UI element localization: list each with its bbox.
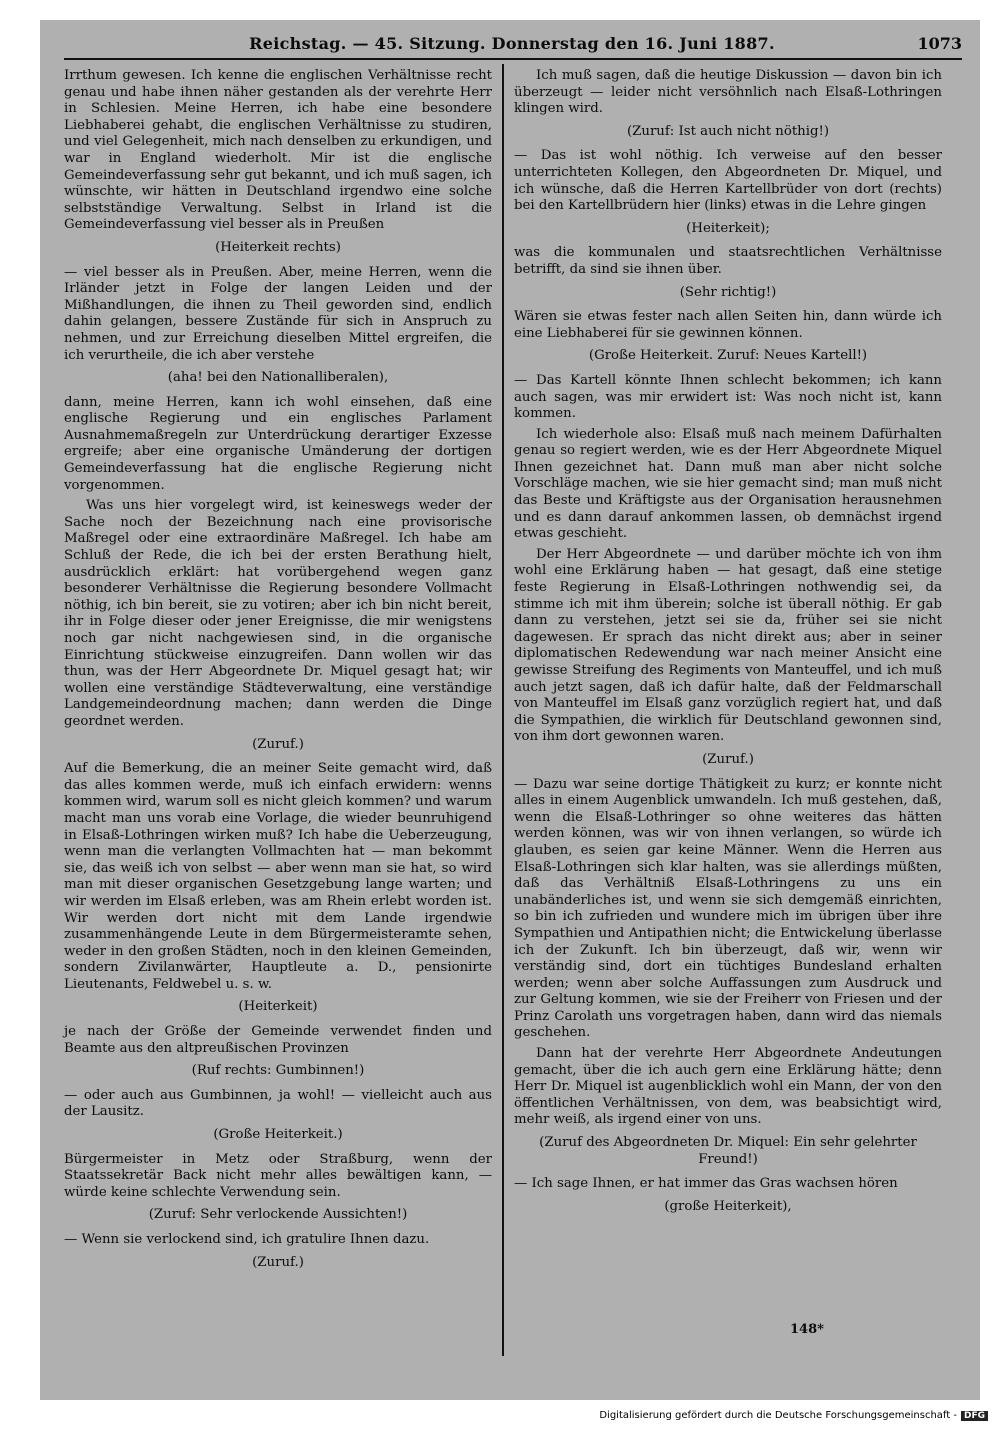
interjection: (Heiterkeit) [238, 999, 318, 1015]
paragraph: Wären sie etwas fester nach allen Seiten hin, dann würde ich eine Liebhaberei für sie gewinnen können. [514, 309, 942, 341]
paragraph: Auf die Bemerkung, die an meiner Seite gemacht wird, daß das alles kommen werde, muß ich einfach erwidern: wenns kommen wird, warum soll es nicht gleich kommen? und warum macht man uns vorab eine Vorlage, die wieder beunruhigend in Elsaß-Lothringen wirken muß? Ich habe die Ueberzeugung, wenn man die verlangten Vollmachten hat — man bekommt sie, das weiß ich von selbst — aber wenn man sie hat, so wird man mit dieser organischen Gesetzgebung lange warten; und wir werden im Elsaß erleben, was am Rhein erlebt worden ist. Wir werden dort nicht mit dem Lande irgendwie zusammenhängende Leute in dem Bürgermeisteramte sehen, weder in den großen Städten, noch in den kleinen Gemeinden, sondern Zivilanwärter, Hauptleute a. D., pensionirte Lieutenants, Feldwebel u. s. w. [64, 761, 492, 992]
paragraph: je nach der Größe der Gemeinde verwendet finden und Beamte aus den altpreußischen Provinzen [64, 1024, 492, 1056]
interjection: (Zuruf.) [252, 736, 304, 752]
right-column [514, 68, 942, 1223]
paragraph: dann, meine Herren, kann ich wohl einsehen, daß eine englische Regierung und ein englisches Parlament Ausnahmemaßregeln zur Unterdrückung derartiger Exzesse ergreife; aber eine organische Umänderung der dortigen Gemeindeverfassung hat die englische Regierung nicht vorgenommen. [64, 394, 492, 493]
header-rule [64, 58, 962, 60]
paragraph: — Dazu war seine dortige Thätigkeit zu kurz; er konnte nicht alles in einem Augenblick umwandeln. Ich muß gestehen, daß, wenn die Elsaß-Lothringer so ohne weiteres das hätten werden können, was wir von ihnen verlangen, so würde ich glauben, es seien gar keine Männer. Wenn die Herren aus Elsaß-Lothringen sich klar halten, was sie allerdings müßten, daß das Verhältniß Elsaß-Lothringens zu uns ein unabänderliches ist, und wenn sie sich demgemäß einrichten, so bin ich zufrieden und wundere mich im übrigen über ihre Sympathien und Antipathien nicht; die Entwickelung überlasse ich der Zukunft. Ich bin überzeugt, daß wir, wenn wir verständig sind, dort ein tüchtiges Bundesland erhalten werden; wenn aber solche Auffassungen zum Ausdruck und zur Geltung kommen, wie sie der Freiherr von Friesen und der Prinz Carolath uns vorgetragen haben, dann wird das niemals geschehen. [514, 776, 942, 1041]
paragraph: — Ich sage Ihnen, er hat immer das Gras wachsen hören [514, 1176, 898, 1192]
interjection: (Große Heiterkeit. Zuruf: Neues Kartell!) [588, 348, 868, 364]
paragraph: Irrthum gewesen. Ich kenne die englischen Verhältnisse recht genau und habe ihnen näher gestanden als der verehrte Herr in Schlesien. Meine Herren, ich habe eine besondere Liebhaberei gehabt, die englischen Verhältnisse zu studiren, und viel Gelegenheit, mich nach denselben zu erkundigen, und war in England wiederholt. Mir ist die englische Gemeindeverfassung sehr gut bekannt, und ich muß sagen, ich wünschte, wir hätten in Deutschland irgendwo eine solche selbstständige Verwaltung. Selbst in Irland ist die Gemeindeverfassung viel besser als in Preußen [64, 68, 492, 233]
interjection: (Zuruf: Ist auch nicht nöthig!) [626, 123, 830, 139]
interjection: (aha! bei den Nationalliberalen), [167, 370, 389, 386]
interjection: (Sehr richtig!) [679, 284, 777, 300]
interjection: (Große Heiterkeit.) [213, 1127, 343, 1143]
interjection: (Heiterkeit rechts) [215, 239, 341, 255]
interjection: (Zuruf.) [702, 751, 754, 767]
page-number: 1073 [917, 34, 962, 53]
dfg-logo: DFG [961, 1411, 988, 1421]
paragraph: was die kommunalen und staatsrechtlichen Verhältnisse betrifft, da sind sie ihnen über. [514, 245, 942, 277]
footer-text: Digitalisierung gefördert durch die Deutsche Forschungsgemeinschaft - [599, 1410, 957, 1421]
paragraph: Der Herr Abgeordnete — und darüber möchte ich von ihm wohl eine Erklärung haben — hat gesagt, daß eine stetige feste Regierung in Elsaß-Lothringen nothwendig sei, da stimme ich mit ihm überein; solche ist überall nöthig. Er gab dann zu verstehen, jetzt sei sie da, früher sei sie nicht dagewesen. Er sprach das nicht direkt aus; aber in seiner diplomatischen Redewendung war nach meiner Ansicht eine gewisse Streifung des Regiments von Manteuffel, und ich muß auch jetzt sagen, daß ich dafür halte, daß der Feldmarschall von Manteuffel im Elsaß ganz vorzüglich regiert hat, und daß die Sympathien, die wirklich für Deutschland gewonnen sind, von ihm dort gewonnen waren. [514, 546, 942, 745]
paragraph: — Wenn sie verlockend sind, ich gratulire Ihnen dazu. [64, 1232, 430, 1247]
digitization-footer [599, 1410, 988, 1421]
header-title: Reichstag. — 45. Sitzung. Donnerstag den 16. Juni 1887. [249, 34, 775, 53]
paragraph: Was uns hier vorgelegt wird, ist keineswegs weder der Sache noch der Bezeichnung nach eine provisorische Maßregel oder eine extraordinäre Maßregel. Ich habe am Schluß der Rede, die ich bei der ersten Berathung hielt, ausdrücklich erklärt: hat vorübergehend wegen ganz besonderer Verhältnisse die Regierung besondere Vollmacht nöthig, ich bin bereit, sie zu votiren; aber ich bin nicht bereit, ihr in Folge dieser oder jener Ereignisse, die mir wenigstens noch gar nicht nachgewiesen sind, in die organische Einrichtung stückweise einzugreifen. Dann wollen wir das thun, was der Herr Abgeordnete Dr. Miquel gesagt hat; wir wollen eine verständige Städteverwaltung, eine verständige Landgemeindeordnung machen; dann werden die Dinge geordnet werden. [64, 498, 492, 729]
column-divider [502, 64, 504, 1356]
page-header [62, 30, 962, 56]
signature-mark: 148* [790, 1322, 824, 1337]
interjection: (Zuruf.) [252, 1254, 304, 1270]
left-column [64, 68, 492, 1279]
interjection: (Heiterkeit); [686, 220, 770, 236]
interjection: (Ruf rechts: Gumbinnen!) [191, 1063, 365, 1079]
paragraph: — Das Kartell könnte Ihnen schlecht bekommen; ich kann auch sagen, was mir erwidert ist: Was noch nicht ist, kann kommen. [514, 372, 942, 422]
paragraph: Dann hat der verehrte Herr Abgeordnete Andeutungen gemacht, über die ich auch gern eine Erklärung hätte; denn Herr Dr. Miquel ist augenblicklich wohl ein Mann, der von den öffentlichen Verhältnissen, von dem, was beabsichtigt wird, mehr weiß, als irgend einer von uns. [514, 1046, 942, 1128]
interjection: (Zuruf: Sehr verlockende Aussichten!) [148, 1207, 408, 1223]
paragraph: Ich wiederhole also: Elsaß muß nach meinem Dafürhalten genau so regiert werden, wie es der Herr Abgeordnete Miquel Ihnen gezeichnet hat. Dann muß man aber nicht solche Vorschläge machen, wie sie hier gemacht sind; man muß nicht das Beste und Kräftigste aus der Organisation herausnehmen und es dann darauf ankommen lassen, ob demnächst irgend etwas geschieht. [514, 426, 942, 542]
newspaper-page [40, 20, 980, 1400]
interjection: (große Heiterkeit), [664, 1198, 792, 1214]
interjection: (Zuruf des Abgeordneten Dr. Miquel: Ein sehr gelehrter Freund!) [539, 1135, 917, 1167]
paragraph: — viel besser als in Preußen. Aber, meine Herren, wenn die Irländer jetzt in Folge der langen Leiden und der Mißhandlungen, die ihnen zu Theil geworden sind, endlich dahin gelangen, bessere Zustände für sich in Anspruch zu nehmen, und zur Erreichung dieselben Mittel ergreifen, die ich verurtheile, die ich aber verstehe [64, 264, 492, 363]
paragraph: — Das ist wohl nöthig. Ich verweise auf den besser unterrichteten Kollegen, den Abgeordneten Dr. Miquel, und ich wünsche, daß die Herren Kartellbrüder von dort (rechts) bei den Kartellbrüdern hier (links) etwas in die Lehre gingen [514, 148, 942, 214]
paragraph: Bürgermeister in Metz oder Straßburg, wenn der Staatssekretär Back nicht mehr alles bewältigen kann, — würde keine schlechte Verwendung sein. [64, 1151, 492, 1200]
paragraph: Ich muß sagen, daß die heutige Diskussion — davon bin ich überzeugt — leider nicht versöhnlich nach Elsaß-Lothringen klingen wird. [514, 68, 942, 117]
paragraph: — oder auch aus Gumbinnen, ja wohl! — vielleicht auch aus der Lausitz. [64, 1087, 492, 1120]
